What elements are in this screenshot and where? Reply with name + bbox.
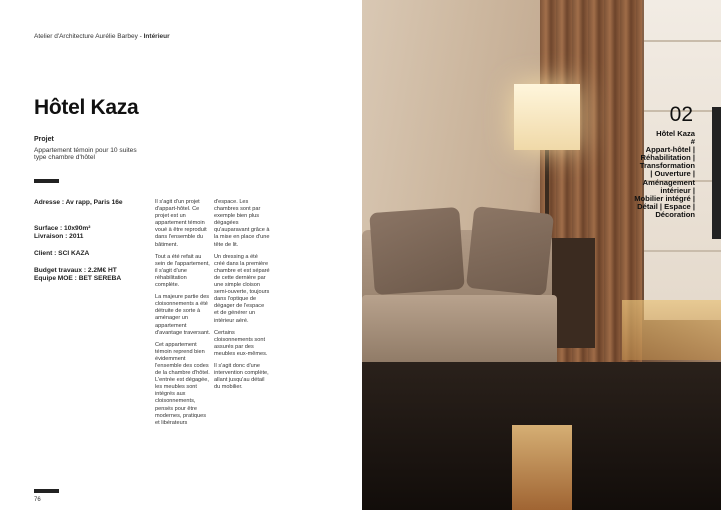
tag: Hôtel Kaza bbox=[656, 129, 695, 138]
body-column-2 bbox=[214, 199, 270, 396]
tag: intérieur | bbox=[660, 185, 695, 195]
chapter-tab bbox=[712, 107, 721, 239]
page-title: Hôtel Kaza bbox=[34, 96, 139, 119]
floor-light bbox=[622, 300, 721, 360]
tag: Appart-hôtel | bbox=[645, 145, 695, 155]
header-section: Intérieur bbox=[143, 33, 170, 40]
projet-description: Appartement témoin pour 10 suites type chambre d'hôtel bbox=[34, 147, 137, 162]
tag: Transformation bbox=[639, 161, 695, 171]
tag: Réhabilitation | bbox=[640, 153, 695, 163]
body-column-1 bbox=[155, 199, 211, 432]
lamp-shade bbox=[514, 84, 580, 150]
fact-surface: Surface : 10x90m² bbox=[34, 225, 91, 232]
sofa-seat bbox=[362, 295, 557, 365]
tag: | Ouverture | bbox=[650, 169, 695, 179]
lamp-reflection bbox=[512, 425, 572, 510]
cushion bbox=[369, 207, 465, 295]
paragraph: Cet appartement témoin reprend bien évidemment l'ensemble des codes de la chambre d'hôtel. L'entrée est dégagée, les meubles sont intégrés aux cloisonnements, pensés pour être modernes, pratiques et libérateurs bbox=[155, 341, 210, 426]
interior-photo bbox=[362, 0, 721, 510]
cushion bbox=[466, 206, 554, 296]
fact-budget: Budget travaux : 2.2M€ HT bbox=[34, 267, 117, 274]
fact-equipe: Equipe MOE : BET SEREBA bbox=[34, 275, 122, 282]
paragraph: Tout a été refait au sein de l'appartement, il s'agit d'une réhabilitation complète. bbox=[155, 253, 210, 289]
tag: Décoration bbox=[655, 209, 695, 219]
page-number: 76 bbox=[34, 497, 41, 503]
paragraph: Un dressing a été créé dans la première chambre et est séparé de cette dernière par une simple cloison semi-ouverte, toujours dans l'optique de dégager de l'espace et de générer un intérieur aéré. bbox=[214, 253, 270, 324]
projet-label: Projet bbox=[34, 136, 54, 143]
paragraph: Il s'agit d'un projet d'appart-hôtel. Ce projet est un appartement témoin voué à être reproduit dans l'ensemble du bâtiment. bbox=[155, 199, 207, 248]
footer-rule bbox=[34, 489, 59, 493]
fact-livraison: Livraison : 2011 bbox=[34, 233, 84, 240]
keyword-tags bbox=[605, 130, 695, 219]
section-rule bbox=[34, 179, 59, 183]
paragraph: Il s'agit donc d'une intervention complète, allant jusqu'au détail du mobilier. bbox=[214, 362, 269, 391]
fact-adresse: Adresse : Av rapp, Paris 16e bbox=[34, 199, 123, 206]
chapter-number: 02 bbox=[669, 103, 693, 126]
tag: Mobilier intégré | bbox=[634, 193, 695, 203]
tag: # bbox=[690, 137, 695, 147]
tag: Détail | Espace | bbox=[637, 201, 695, 211]
paragraph: Certains cloisonnements sont assurés par des meubles eux-mêmes. bbox=[214, 329, 268, 357]
page-header bbox=[34, 33, 170, 40]
header-prefix: Atelier d'Architecture Aurélie Barbey - bbox=[34, 33, 144, 40]
fact-client: Client : SCI KAZA bbox=[34, 250, 90, 257]
project-facts bbox=[34, 199, 146, 283]
paragraph: d'espace. Les chambres sont par exemple bien plus dégagées qu'auparavant grâce à la mise en place d'une tête de lit. bbox=[214, 199, 270, 248]
paragraph: La majeure partie des cloisonnements a été détruite de sorte à aménager un appartement d'avantage traversant. bbox=[155, 294, 211, 336]
tag: Aménagement bbox=[642, 177, 695, 187]
